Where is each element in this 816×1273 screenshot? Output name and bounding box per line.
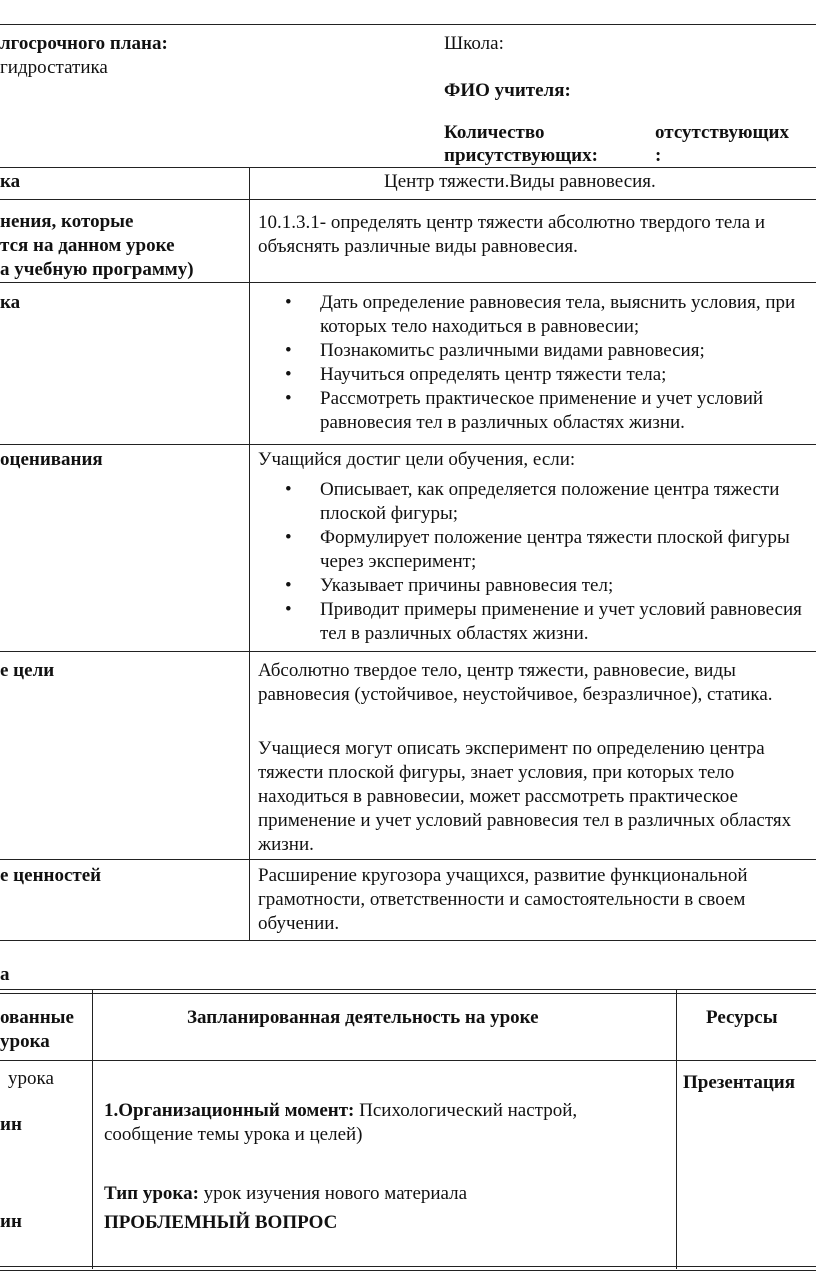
row-divider [0, 167, 816, 168]
language-goals-label: е цели [0, 660, 55, 681]
values-label: е ценностей [0, 865, 102, 886]
column-divider [249, 167, 250, 941]
table-top-border [0, 24, 816, 25]
goals-item: • Научиться определять центр тяжести тела; [258, 363, 814, 387]
goals-item: • Познакомитьс различными видами равновесия; [258, 339, 814, 363]
teacher-label: ФИО учителя: [444, 80, 571, 101]
lesson-type-label: Тип урока: [104, 1183, 199, 1204]
table-bottom-border [0, 940, 816, 941]
org-moment-label: 1.Организационный момент: [104, 1100, 355, 1121]
school-label: Школа: [444, 33, 504, 54]
org-moment-continued: сообщение темы урока и целей) [104, 1124, 363, 1145]
criteria-item: • Описывает, как определяется положение центра тяжести плоской фигуры; [258, 478, 814, 526]
absent-label: отсутствующих [655, 122, 789, 143]
plan-stage-label: урока [8, 1068, 54, 1089]
plan-column-divider [92, 989, 93, 1269]
objectives-label-line1: нения, которые [0, 211, 134, 232]
org-moment-text: Психологический настрой, [354, 1100, 578, 1121]
objectives-label-line2: тся на данном уроке [0, 235, 175, 256]
plan-time-label: ин [0, 1114, 22, 1135]
row-divider [0, 651, 816, 652]
plan-col2-header: Запланированная деятельность на уроке [187, 1007, 539, 1028]
resource-presentation: Презентация [683, 1072, 796, 1093]
row-divider [0, 282, 816, 283]
criteria-intro: Учащийся достиг цели обучения, если: [258, 449, 576, 470]
criteria-item: • Формулирует положение центра тяжести плоской фигуры через эксперимент; [258, 526, 814, 574]
criteria-item: • Указывает причины равновесия тел; [258, 574, 814, 598]
language-goals-description: Учащиеся могут описать эксперимент по определению центра тяжести плоской фигуры, знает условия, при которых тело находиться в равновесии, может рассмотреть практическое применение и учет условий равновесия тел в различных областях жизни. [258, 738, 792, 855]
section-heading: а [0, 964, 10, 985]
criteria-item: • Приводит примеры применение и учет условий равновесия тел в различных областях жизни. [258, 598, 814, 646]
long-term-plan-value: гидростатика [0, 57, 108, 78]
long-term-plan-label: лгосрочного плана: [0, 33, 168, 54]
row-divider [0, 199, 816, 200]
count-label: Количество [444, 122, 545, 143]
topic-label: ка [0, 171, 21, 192]
plan-col1-header-line1: ованные [0, 1007, 74, 1028]
criteria-list [258, 478, 814, 646]
plan-time-label: ин [0, 1211, 22, 1232]
topic-value: Центр тяжести.Виды равновесия. [384, 171, 656, 192]
org-moment [104, 1099, 577, 1123]
plan-col3-header: Ресурсы [706, 1007, 778, 1028]
row-divider [0, 444, 816, 445]
objectives-value: 10.1.3.1- определять центр тяжести абсолютно твердого тела и объяснять различные виды равновесия. [258, 212, 766, 257]
goals-item: • Дать определение равновесия тела, выяснить условия, при которых тело находиться в равновесии; [258, 291, 814, 339]
values-value: Расширение кругозора учащихся, развитие функциональной грамотности, ответственности и самостоятельности в своем обучении. [258, 865, 748, 934]
lesson-type [104, 1182, 467, 1206]
present-label: присутствующих: [444, 145, 598, 166]
objectives-label-line3: а учебную программу) [0, 259, 194, 280]
language-goals-vocabulary: Абсолютно твердое тело, центр тяжести, равновесие, виды равновесия (устойчивое, неустойчивое, безразличное), статика. [258, 660, 773, 705]
absent-colon: : [655, 145, 662, 166]
plan-column-divider [676, 989, 677, 1269]
problem-question: ПРОБЛЕМНЫЙ ВОПРОС [104, 1212, 338, 1233]
row-divider [0, 859, 816, 860]
plan-table-top-border [0, 989, 816, 994]
plan-col1-header-line2: урока [0, 1031, 50, 1052]
plan-header-divider [0, 1060, 816, 1061]
plan-table-bottom-border [0, 1266, 816, 1271]
goals-label: ка [0, 292, 21, 313]
goals-list [258, 291, 814, 435]
lesson-type-text: урок изучения нового материала [198, 1183, 468, 1204]
criteria-label: оценивания [0, 449, 103, 470]
goals-item: • Рассмотреть практическое применение и учет условий равновесия тел в различных областях жизни. [258, 387, 814, 435]
